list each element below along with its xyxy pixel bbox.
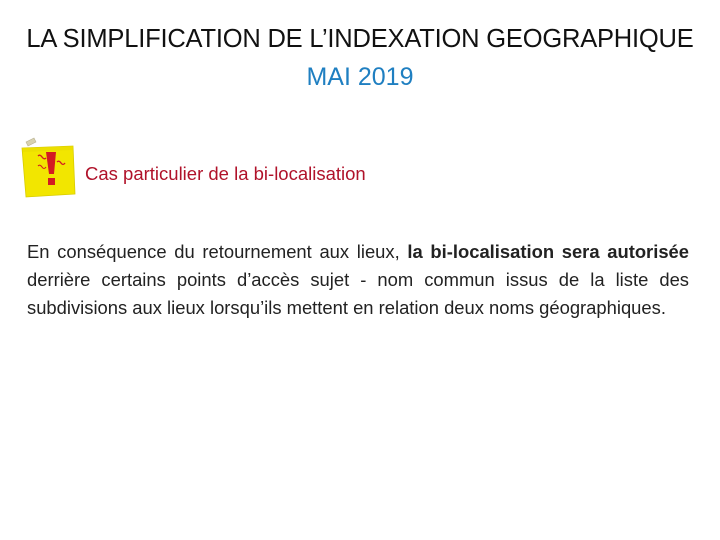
- body-text-part2: derrière certains points d’accès sujet - nom commun issus de la liste des subdivisions aux lieux lorsqu’ils mettent en relation deux noms géographiques.: [27, 269, 689, 318]
- slide-title: LA SIMPLIFICATION DE L’INDEXATION GEOGRAPHIQUE: [26, 25, 694, 53]
- sticky-note-icon: [18, 136, 82, 200]
- body-text-part1: En conséquence du retournement aux lieux,: [27, 241, 408, 262]
- section-heading: Cas particulier de la bi-localisation: [85, 163, 366, 184]
- body-text-emphasis: la bi-localisation sera autorisée: [407, 241, 690, 262]
- slide-subtitle: MAI 2019: [306, 63, 414, 91]
- body-paragraph: [27, 238, 689, 322]
